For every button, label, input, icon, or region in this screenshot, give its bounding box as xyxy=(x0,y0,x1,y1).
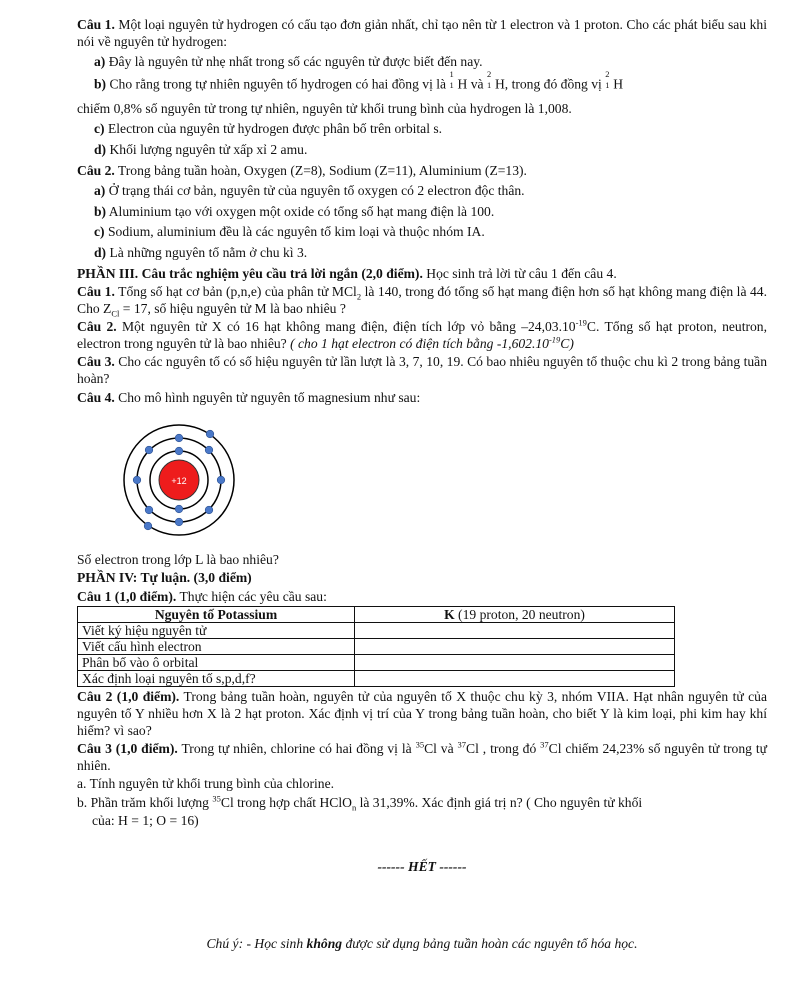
part-4-heading: PHẦN IV: Tự luận. (3,0 điểm) xyxy=(77,570,252,586)
question-2-2: Câu 2. Trong bảng tuần hoàn, Oxygen (Z=8), Sodium (Z=11), Aluminium (Z=13). xyxy=(77,162,527,178)
electron xyxy=(145,446,153,454)
question-3-4-ask: Số electron trong lớp L là bao nhiêu? xyxy=(77,551,279,567)
electron xyxy=(217,476,225,484)
question-3-2: Câu 2. Một nguyên tử X có 16 hạt không mang điện, điện tích lớp vỏ bằng $-24,03.10^{-19}C$. Tổng số hạt proton, neutron, electron trong nguyên tử là bao nhiêu? ( cho 1 hạt electron có điện tích bằng $-1,602.10^{-19}C$) xyxy=(77,317,767,351)
table-row: Xác định loại nguyên tố s,p,d,f? xyxy=(78,671,675,687)
exam-page xyxy=(77,15,767,952)
question-4-3: Câu 3 (1,0 điểm). Trong tự nhiên, chlorine có hai đồng vị là $^{35}$Cl và $^{37}$Cl , trong đó $^{37}$Cl chiếm 24,23% số nguyên tử trong tự nhiên. xyxy=(77,739,767,773)
question-3-4: Câu 4. Cho mô hình nguyên tử nguyên tố magnesium như sau: xyxy=(77,389,421,405)
statement-a: a) Đây là nguyên tử nhẹ nhất trong số các nguyên tử được biết đến nay. xyxy=(94,54,483,70)
answer-cell xyxy=(355,671,675,687)
header-potassium: K (19 proton, 20 neutron) xyxy=(355,607,675,623)
table-row: Viết cấu hình electron xyxy=(78,639,675,655)
table-row: Phân bố vào ô orbital xyxy=(78,655,675,671)
question-2-1: Câu 1. Một loại nguyên tử hydrogen có cấu tạo đơn giản nhất, chỉ tạo nên từ 1 electron và 1 proton. Cho các phát biểu sau khi nói về nguyên tử hydrogen: xyxy=(77,17,767,49)
question-4-3b: b. Phần trăm khối lượng $^{35}$Cl trong hợp chất HClO$_n$ là 31,39%. Xác định giá trị n? ( Cho nguyên tử khối xyxy=(77,793,643,813)
question-4-3b-cont: của: H = 1; O = 16) xyxy=(92,812,199,828)
electron xyxy=(133,476,141,484)
end-marker: ------ HẾT ------ xyxy=(377,859,467,875)
question-3-3: Câu 3. Cho các nguyên tố có số hiệu nguyên tử lần lượt là 3, 7, 10, 19. Có bao nhiêu nguyên tố thuộc chu kì 2 trong bảng tuần hoàn? xyxy=(77,354,767,386)
electron xyxy=(175,505,183,513)
isotope-h2b: 2 1 xyxy=(605,68,610,90)
electron xyxy=(175,447,183,455)
isotope-h2: 2 1 xyxy=(486,68,492,90)
table-header-row xyxy=(78,607,675,623)
answer-cell xyxy=(355,655,675,671)
statement-b-cont: chiếm 0,8% số nguyên tử trong tự nhiên, nguyên tử khối trung bình của hydrogen là 1,008. xyxy=(77,100,572,116)
part-3-heading: PHẦN III. Câu trắc nghiệm yêu cầu trả lời ngắn (2,0 điểm). Học sinh trả lời từ câu 1 đến câu 4. xyxy=(77,265,617,281)
table-row: Viết ký hiệu nguyên tử xyxy=(78,623,675,639)
electron xyxy=(144,522,152,530)
footer-note: Chú ý: - Học sinh không được sử dụng bảng tuần hoàn các nguyên tố hóa học. xyxy=(206,935,638,951)
electron xyxy=(205,506,213,514)
electron xyxy=(175,518,183,526)
magnesium-atom-diagram xyxy=(122,416,237,544)
statement-b: b) Cho rằng trong tự nhiên nguyên tố hydrogen có hai đồng vị là 1 1 H và 2 1 H, trong đó đồng vị 2 1 H xyxy=(94,68,624,92)
potassium-table xyxy=(77,606,675,687)
statement-d: d) Khối lượng nguyên tử xấp xỉ 2 amu. xyxy=(94,142,308,158)
nucleus-charge: +12 xyxy=(171,476,187,487)
statement-2d: d) Là những nguyên tố nằm ở chu kì 3. xyxy=(94,244,308,260)
statement-2c: c) Sodium, aluminium đều là các nguyên tố kim loại và thuộc nhóm IA. xyxy=(94,224,485,240)
question-4-2: Câu 2 (1,0 điểm). Trong bảng tuần hoàn, nguyên tử của nguyên tố X thuộc chu kỳ 3, nhóm VIIA. Hạt nhân nguyên tử của nguyên tố Y nhiều hơn X là 2 hạt proton. Xác định vị trí của Y trong bảng tuần hoàn, cho biết Y là kim loại, phi kim hay khí hiếm? vì sao? xyxy=(77,689,767,738)
statement-c: c) Electron của nguyên tử hydrogen được phân bố trên orbital s. xyxy=(94,121,443,137)
statement-2b: b) Aluminium tạo với oxygen một oxide có tổng số hạt mang điện là 100. xyxy=(94,203,495,219)
question-4-3a: a. Tính nguyên tử khối trung bình của chlorine. xyxy=(77,776,335,792)
answer-cell xyxy=(355,623,675,639)
answer-cell xyxy=(355,639,675,655)
electron xyxy=(145,506,153,514)
electron xyxy=(206,430,214,438)
electron xyxy=(205,446,213,454)
isotope-h1: 1 1 xyxy=(449,68,454,90)
question-4-1: Câu 1 (1,0 điểm). Thực hiện các yêu cầu sau: xyxy=(77,588,327,604)
electron xyxy=(175,434,183,442)
header-element: Nguyên tố Potassium xyxy=(78,607,355,623)
question-3-1: Câu 1. Tổng số hạt cơ bản (p,n,e) của phân tử MCl$_2$ là 140, trong đó tổng số hạt mang điện hơn số hạt không mang điện là 44. Cho $Z_{Cl} = 17$, số hiệu nguyên tử M là bao nhiêu ? xyxy=(77,284,767,319)
statement-2a: a) Ở trạng thái cơ bản, nguyên tử của nguyên tố oxygen có 2 electron độc thân. xyxy=(94,183,525,199)
